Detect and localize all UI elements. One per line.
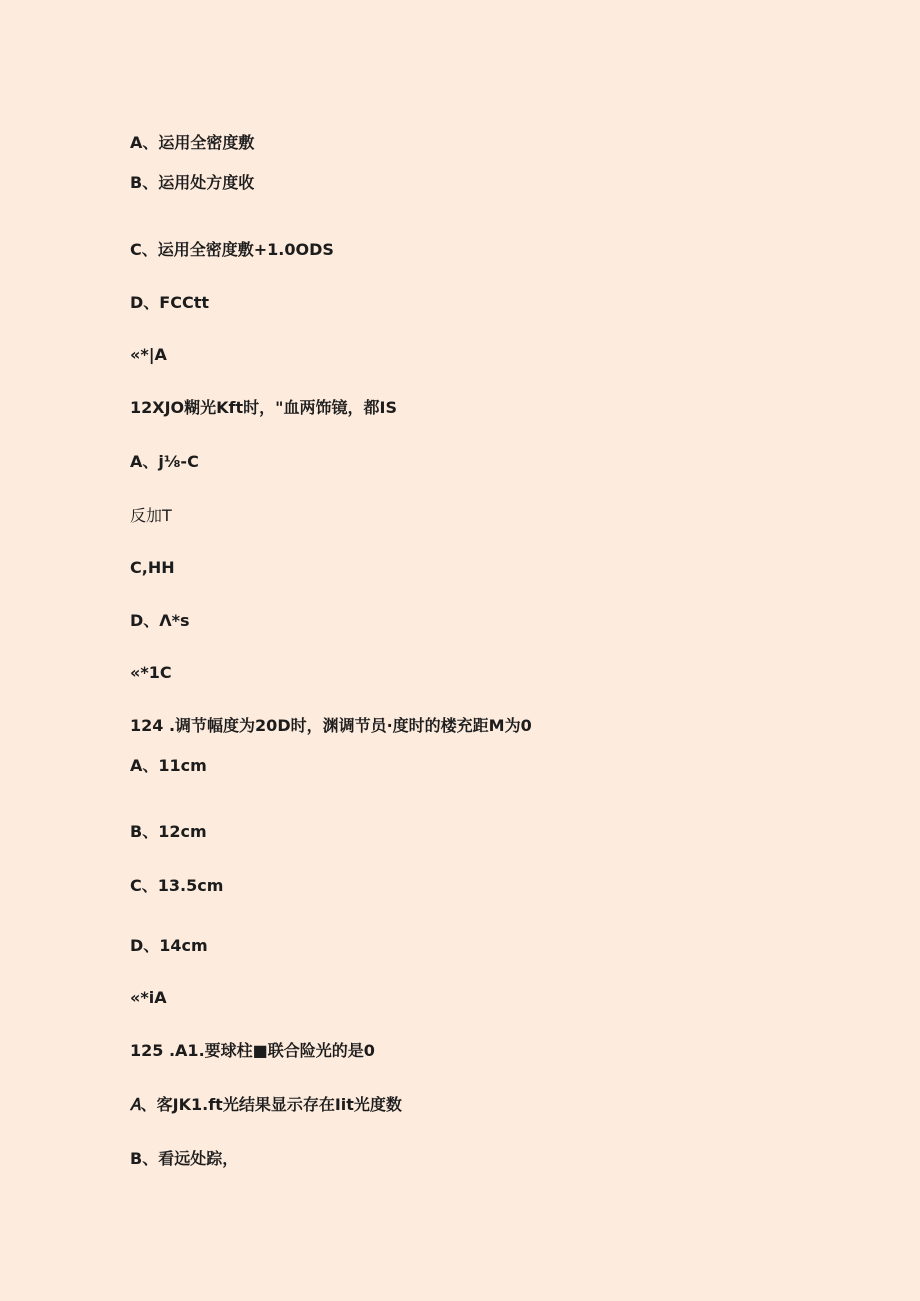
option-b-line: B、运用处方度收 — [130, 173, 255, 192]
option-c-line: C、运用全密度敷+1.0ODS — [130, 240, 334, 259]
option-d-line: D、14cm — [130, 936, 208, 955]
option-a-line: A、j⅛-C — [130, 452, 199, 471]
option-b-line: B、看远处踪， — [130, 1149, 239, 1168]
option-c-line: C,HH — [130, 558, 175, 577]
question-line: 125 .A1.要球柱■联合险光的是0 — [130, 1041, 375, 1060]
option-d-line: D、FCCtt — [130, 293, 209, 312]
question-line: 12XJO糊光Kft时，"血两饰镜，都IS — [130, 398, 397, 417]
option-b-line: 反加T — [130, 506, 172, 525]
answer-line: «*|A — [130, 345, 167, 364]
option-a-line: A、11cm — [130, 756, 207, 775]
option-a-line: 𝐴、客JK1.ft光结果显示存在Iit光度数 — [130, 1095, 402, 1114]
answer-line: «*iA — [130, 988, 167, 1007]
question-line: 124 .调节幅度为20D时，渊调节员·度时的楼充距M为0 — [130, 716, 532, 735]
option-d-line: D、Λ*s — [130, 611, 190, 630]
option-a-line: A、运用全密度敷 — [130, 133, 255, 152]
option-c-line: C、13.5cm — [130, 876, 224, 895]
answer-line: «*1C — [130, 663, 172, 682]
option-b-line: B、12cm — [130, 822, 207, 841]
